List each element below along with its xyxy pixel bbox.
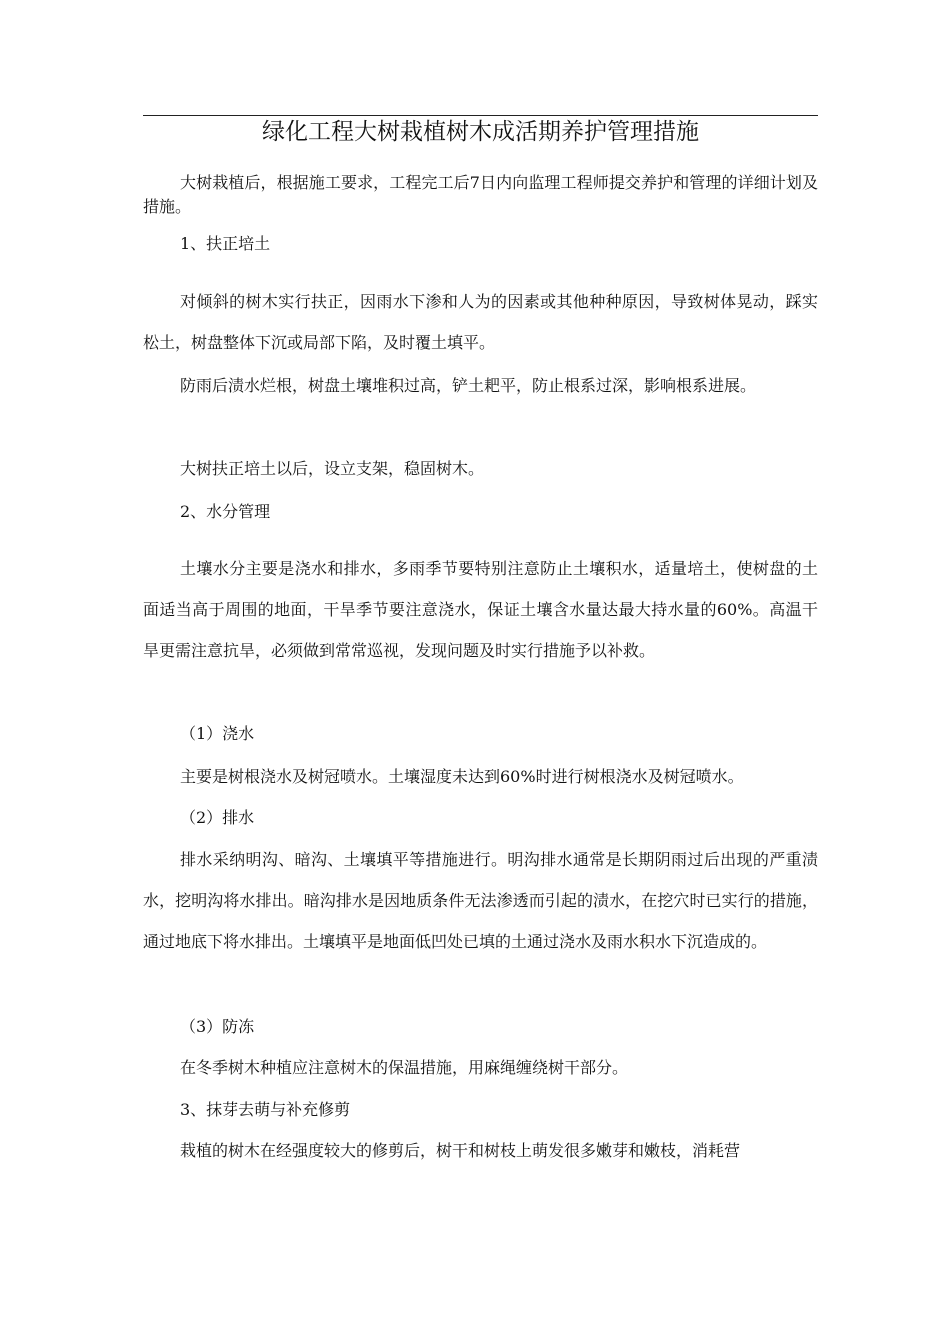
subsection-text-frost: 在冬季树木种植应注意树木的保温措施，用麻绳缠绕树干部分。 bbox=[180, 1058, 629, 1077]
subsection-heading-watering: （1）浇水 bbox=[180, 724, 255, 743]
subsection-text-drainage: 排水采纳明沟、暗沟、土壤填平等措施进行。明沟排水通常是长期阴雨过后出现的严重渍水，挖明沟将水排出。暗沟排水是因地质条件无法渗透而引起的渍水，在挖穴时已实行的措施，通过地底下将水排出。土壤填平是地面低凹处已填的土通过浇水及雨水积水下沉造成的。 bbox=[143, 850, 818, 951]
section-heading-3: 3、抹芽去萌与补充修剪 bbox=[180, 1100, 351, 1119]
section-3-paragraph-1: 栽植的树木在经强度较大的修剪后，树干和树枝上萌发很多嫩芽和嫩枝，消耗营 bbox=[180, 1141, 741, 1160]
section-2-paragraph-1: 土壤水分主要是浇水和排水，多雨季节要特别注意防止土壤积水，适量培土，使树盘的土面适当高于周围的地面，干旱季节要注意浇水，保证土壤含水量达最大持水量的60%。高温干旱更需注意抗旱，必须做到常常巡视，发现问题及时实行措施予以补救。 bbox=[143, 559, 818, 660]
section-1-paragraph-2: 防雨后渍水烂根，树盘土壤堆积过高，铲土耙平，防止根系过深，影响根系进展。 bbox=[180, 376, 757, 395]
intro-paragraph: 大树栽植后，根据施工要求，工程完工后7日内向监理工程师提交养护和管理的详细计划及措施。 bbox=[143, 173, 818, 216]
subsection-heading-frost: （3）防冻 bbox=[180, 1017, 255, 1036]
subsection-heading-drainage: （2）排水 bbox=[180, 808, 255, 827]
section-1-paragraph-3: 大树扶正培土以后，设立支架，稳固树木。 bbox=[180, 459, 485, 478]
subsection-text-watering: 主要是树根浇水及树冠喷水。土壤湿度未达到60%时进行树根浇水及树冠喷水。 bbox=[180, 767, 744, 786]
section-1-paragraph-1: 对倾斜的树木实行扶正，因雨水下渗和人为的因素或其他种种原因，导致树体晃动，踩实松土，树盘整体下沉或局部下陷，及时覆土填平。 bbox=[143, 292, 818, 352]
section-heading-1: 1、扶正培土 bbox=[180, 234, 271, 253]
section-heading-2: 2、水分管理 bbox=[180, 502, 271, 521]
page-title: 绿化工程大树栽植树木成活期养护管理措施 bbox=[262, 119, 699, 145]
